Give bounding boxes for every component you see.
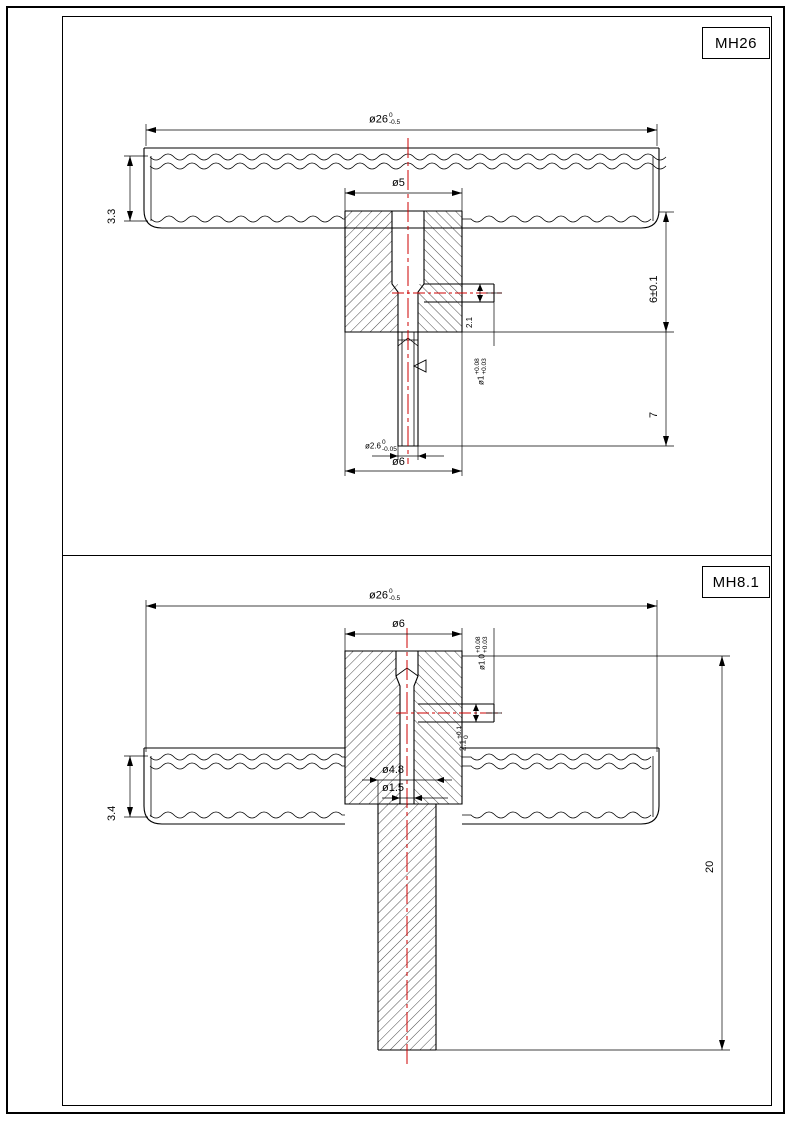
dim-top-depth-2p1: 2.1 — [465, 316, 474, 328]
dim-top-height-3p3: 3.3 — [106, 208, 118, 224]
view-mh81 — [62, 556, 772, 1106]
dim-bot-height-3p4: 3.4 — [106, 805, 118, 821]
dim-bot-depth-2p1-tol: +0.1 0 — [456, 726, 470, 739]
dim-top-flange-dia — [369, 113, 400, 126]
dim-bot-depth-2p1: 2.1 +0.1 0 — [456, 726, 470, 751]
dim-top-height-7: 7 — [648, 411, 660, 418]
dim-top-dia-1-tol: +0.08 +0.03 — [474, 358, 488, 375]
view-tag-mh26-label: MH26 — [714, 34, 757, 52]
dim-top-dia-6: ø6 — [392, 456, 405, 468]
view-mh81-geometry — [62, 556, 772, 1106]
view-tag-mh81-label: MH8.1 — [712, 573, 760, 591]
dim-bot-flange-dia: ø26 0 -0.5 — [369, 588, 401, 602]
view-mh26 — [62, 16, 772, 555]
dim-bot-bore-d6: ø6 — [392, 618, 405, 630]
dim-top-flange-dia-tol: 0 -0.5 — [388, 112, 401, 126]
dim-bot-dia-1p5: ø1.5 — [382, 782, 405, 794]
dim-top-dia-1: ø1 +0.08 +0.03 — [474, 358, 488, 385]
view-mh26-geometry — [62, 16, 772, 555]
dim-bot-dia-4p8: ø4.8 — [382, 764, 405, 776]
dim-bot-dia-1p0: ø1.0 +0.08 +0.03 — [475, 636, 489, 670]
dim-top-flange-dia-value: ø26 — [369, 113, 388, 126]
dim-bot-flange-dia-tol: 0 -0.5 — [388, 588, 401, 602]
dim-top-bore-d5: ø5 — [392, 177, 405, 189]
dim-top-dia-2p6: ø2.6 0 -0.05 — [365, 439, 397, 453]
dim-top-height-6: 6±0.1 — [648, 275, 660, 303]
dim-bot-height-20: 20 — [704, 860, 716, 873]
dim-bot-dia-1p0-tol: +0.08 +0.03 — [475, 636, 489, 653]
dim-top-dia-2p6-tol: 0 -0.05 — [382, 439, 397, 453]
